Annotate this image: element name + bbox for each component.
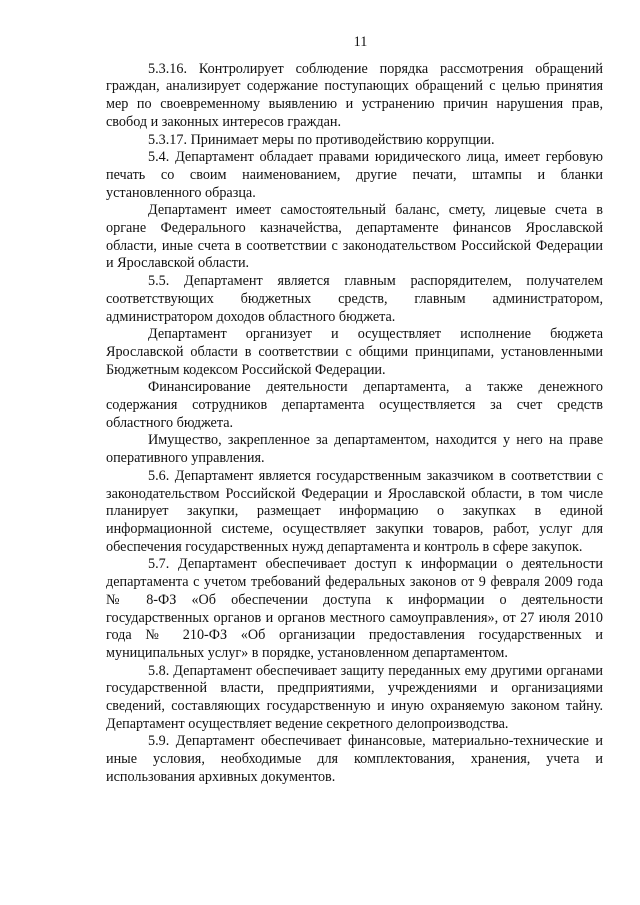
paragraph-5-4-balance: Департамент имеет самостоятельный баланс, смету, лицевые счета в органе Федерального казначейства, департаменте финансов Ярославской области, иные счета в соответствии с законодательством Российской Федерации и Ярославской области.	[106, 202, 603, 272]
paragraph-5-5-financing: Финансирование деятельности департамента, а также денежного содержания сотрудников департамента осуществляется за счет средств областного бюджета.	[106, 379, 603, 431]
page-number: 11	[353, 34, 368, 50]
paragraph-5-5-budget: Департамент организует и осуществляет исполнение бюджета Ярославской области в соответствии с общими принципами, установленными Бюджетным кодексом Российской Федерации.	[106, 326, 603, 378]
paragraph-5-8: 5.8. Департамент обеспечивает защиту переданных ему другими органами государственной власти, предприятиями, учреждениями и организациями сведений, составляющих государственную и иную охраняемую законом тайну. Департамент осуществляет ведение секретного делопроизводства.	[106, 662, 603, 732]
paragraph-5-3-16: 5.3.16. Контролирует соблюдение порядка рассмотрения обращений граждан, анализирует содержание поступающих обращений с целью принятия мер по своевременному выявлению и устранению причин нарушения прав, свобод и законных интересов граждан.	[106, 60, 603, 130]
paragraph-5-9: 5.9. Департамент обеспечивает финансовые, материально-технические и иные условия, необходимые для комплектования, хранения, учета и использования архивных документов.	[106, 733, 603, 785]
paragraph-5-6: 5.6. Департамент является государственным заказчиком в соответствии с законодательством Российской Федерации и Ярославской области, в том числе планирует закупки, размещает информацию о закупках в единой информационной системе, осуществляет закупки товаров, работ, услуг для обеспечения государственных нужд департамента и контроль в сфере закупок.	[106, 467, 603, 555]
paragraph-5-5: 5.5. Департамент является главным распорядителем, получателем соответствующих бюджетных средств, главным администратором, администратором доходов областного бюджета.	[106, 273, 603, 325]
paragraph-5-5-property: Имущество, закрепленное за департаментом, находится у него на праве оперативного управления.	[106, 432, 603, 467]
paragraph-5-4: 5.4. Департамент обладает правами юридического лица, имеет гербовую печать со своим наименованием, другие печати, штампы и бланки установленного образца.	[106, 149, 603, 201]
paragraph-5-7: 5.7. Департамент обеспечивает доступ к информации о деятельности департамента с учетом требований федеральных законов от 9 февраля 2009 года № 8-ФЗ «Об обеспечении доступа к информации о деятельности государственных органов и органов местного самоуправления», от 27 июля 2010 года № 210-ФЗ «Об организации предоставления государственных и муниципальных услуг» в порядке, установленном департаментом.	[106, 556, 603, 661]
paragraph-5-3-17: 5.3.17. Принимает меры по противодействию коррупции.	[148, 131, 495, 148]
